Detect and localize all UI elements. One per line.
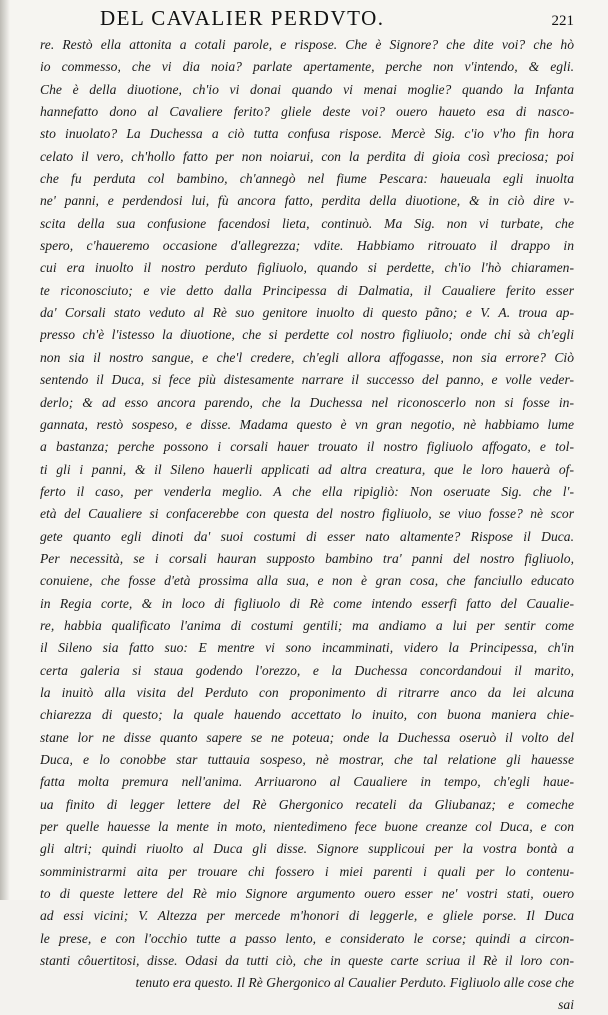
page-header: [100, 6, 574, 30]
text-line: gete quanto egli dinoti da' suoi costumi di esser nato altamente? Rispose il Duca.: [40, 528, 574, 544]
text-line: ua finito di legger lettere del Rè Ghergonico recateli da Gliubanaz; e comeche: [40, 796, 574, 812]
catchword: sai: [558, 996, 574, 1012]
text-line: ti gli i panni, & il Sileno hauerli applicati ad altra creatura, que le loro hauerà of-: [40, 461, 574, 477]
text-line: certa galeria si staua godendo l'orezzo, e la Duchessa concordandoui il marito,: [40, 662, 574, 678]
text-line: spero, c'haueremo occasione d'allegrezza; vdite. Habbiamo ritrouato il drappo in: [40, 238, 574, 254]
text-line: in Regia corte, & in loco di figliuolo di Rè come intendo esserfi fatto del Caualie-: [40, 595, 574, 611]
text-line: chiarezza di questo; la quale hauendo accettato lo inuito, con buona maniera chie-: [40, 707, 574, 723]
text-line: Che è della diuotione, ch'io vi donai quando vi menai moglie? quando la Infanta: [40, 81, 574, 97]
page-spine-shadow: [0, 0, 10, 900]
text-line: il Sileno sia fatto suo: E mentre vi sono incamminati, videro la Principessa, ch'in: [40, 640, 574, 656]
text-line: conuiene, che fosse d'età prossima alla sua, e non è gran cosa, che fanciullo educato: [40, 573, 574, 589]
text-line: da' Corsali stato veduto al Rè suo genitore inuolto di questo pãno; e V. A. troua ap-: [40, 305, 574, 321]
text-line: per quelle hauesse la mente in moto, nientedimeno fece buone creanze col Duca, e con: [40, 819, 574, 835]
text-line: la inuitò alla visita del Perduto con proponimento di ritrarre anco da lei alcuna: [40, 684, 574, 700]
text-line: re. Restò ella attonita a cotali parole, e rispose. Che è Signore? che dite voi? che hò: [40, 37, 574, 52]
text-line: stanti côuertitosi, disse. Odasi da tutti ciò, che in queste carte scriua il Rè il loro con-: [40, 953, 574, 969]
text-line: stane lor ne disse quanto sapere se ne poteua; onde la Duchessa oseruò il volto del: [40, 729, 574, 745]
text-line: gli altri; quindi riuolto al Duca gli disse. Signore supplicoui per la vostra bontà a: [40, 841, 574, 857]
text-line: derlo; & ad esso ancora parendo, che la Duchessa nel riconoscerlo non si fosse in-: [40, 394, 574, 410]
text-line: ferto il caso, per venderla meglio. A che ella ripigliò: Non oseruate Sig. che l'-: [40, 483, 574, 499]
text-line: Duca, e lo conobbe star tuttauia sospeso, nè mostrar, che tal relatione gli hauesse: [40, 752, 574, 767]
text-line: io commesso, che vi dia noia? parlate apertamente, perche non v'intendo, & egli.: [40, 59, 574, 75]
text-line: to di queste lettere del Rè mio Signore argumento ouero esser ne' vostri stati, ouero: [40, 886, 574, 902]
page-number: 221: [551, 13, 574, 29]
text-line: te riconosciuto; e vie detto dalla Principessa di Dalmatia, il Caualiere ferito esser: [40, 282, 574, 298]
text-line: Per necessità, se i corsali hauran supposto bambino tra' panni del nostro figliuolo,: [40, 550, 574, 566]
text-line: ad essi vicini; V. Altezza per mercede m'honori di leggerle, e gliele porse. Il Duca: [40, 908, 574, 924]
text-line: scita della sua confusione facendosi lieta, continuò. Ma Sig. non vi turbate, che: [40, 215, 574, 231]
text-line: sto inuolato? La Duchessa a ciò tutta confusa rispose. Mercè Sig. c'io v'ho fin hora: [40, 126, 574, 142]
text-line: ne' panni, e perdendosi lui, fù ancora fatto, perdita della diuotione, & in ciò dire v-: [40, 193, 574, 209]
text-line: cui era inuolto il nostro perduto figliuolo, quando si perdette, ch'io l'hò chiaramen-: [40, 260, 574, 276]
text-line: re, habbia qualificato l'anima di costumi gentili; ma andiamo a lui per sentir come: [40, 617, 574, 633]
text-line: fatta molta premura nell'anima. Arriuarono al Caualiere in tempo, ch'egli haue-: [40, 774, 574, 790]
text-line: gannata, restò sospeso, e disse. Madama questo è vn gran negotio, nè habbiamo lume: [40, 416, 574, 432]
running-head: DEL CAVALIER PERDVTO.: [100, 6, 385, 30]
text-line: non sia il nostro sangue, e che'l credere, ch'egli allora affogasse, non sia errore? Ciò: [40, 349, 574, 365]
text-line: età del Caualiere si confacerebbe con questa del nostro figliuolo, se viuo fosse? nè scor: [40, 506, 574, 522]
text-line: sentendo il Duca, si fece più distesamente narrare il successo del panno, e volle veder-: [40, 372, 574, 388]
text-line: somministrarmi aita per trouare chi fossero i miei parenti i quali per lo contenu-: [40, 863, 574, 879]
text-line: celato il vero, ch'hollo fatto per non noiarui, con la perdita di gioia così preciosa; poi: [40, 148, 574, 164]
text-line: a bastanza; perche possono i corsali hauer trouato il nostro figliuolo affogato, e tol-: [40, 439, 574, 455]
text-line: che fu perduta col bambino, ch'annegò nel fiume Pescara: haueuala egli inuolta: [40, 171, 574, 187]
body-text: [40, 34, 574, 995]
text-line: tenuto era questo. Il Rè Ghergonico al Caualier Perduto. Figliuolo alle cose che: [135, 975, 574, 991]
text-line: le prese, e con l'occhio tutte a passo lento, e considerato le corse; quindi a circon-: [40, 930, 574, 946]
text-line: presso ch'è l'istesso la diuotione, che si perdette col nostro figliuolo; onde chi sà ch'egli: [40, 327, 574, 343]
text-line: hannefatto dono al Cavaliere ferito? gliele deste voi? ouero haueto esa di nasco-: [40, 104, 574, 120]
